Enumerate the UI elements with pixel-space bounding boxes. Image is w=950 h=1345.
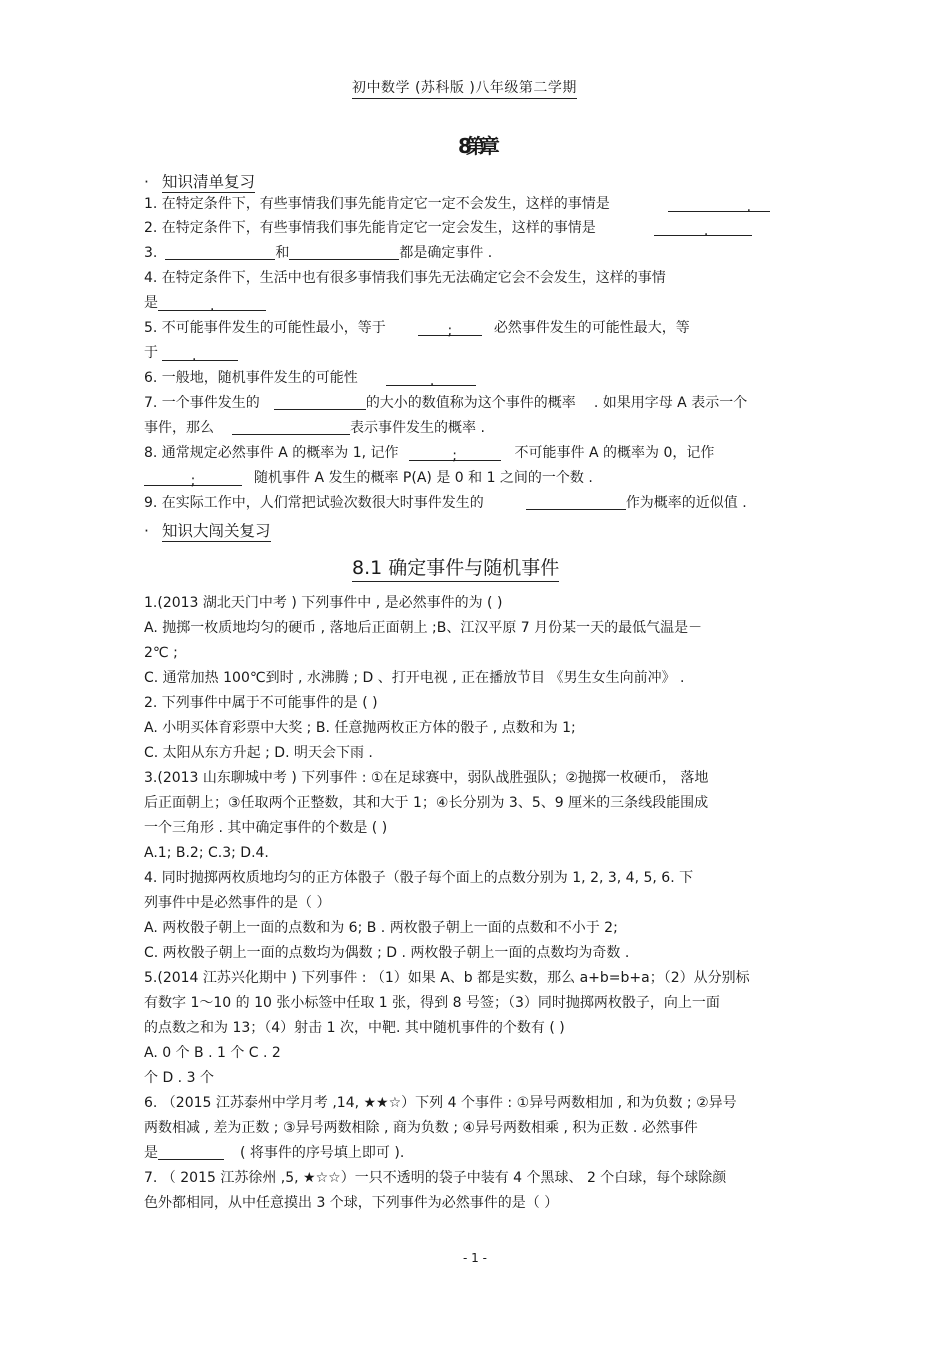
bullet: · xyxy=(144,522,149,540)
exercise-5-line3: 的点数之和为 13；（4）射击 1 次，中靶. 其中随机事件的个数有 ( ) xyxy=(144,1020,565,1036)
exercise-4-line3: A. 两枚骰子朝上一面的点数和为 6; B . 两枚骰子朝上一面的点数和不小于 2; xyxy=(144,920,618,936)
answer-blank xyxy=(158,1144,224,1160)
knowledge-item-6: 6. 一般地，随机事件发生的可能性 . xyxy=(144,367,476,389)
knowledge-item-9: 9. 在实际工作中，人们常把试验次数很大时事件发生的 作为概率的近似值 . xyxy=(144,495,747,511)
page-number: - 1 - xyxy=(463,1251,487,1265)
answer-blank xyxy=(232,419,350,435)
bullet: · xyxy=(144,173,149,191)
page-header: 初中数学 (苏科版 )八年级第二学期 xyxy=(352,77,577,99)
exercise-5-line2: 有数字 1～10 的 10 张小标签中任取 1 张，得到 8 号签；（3）同时抛掷两枚骰子，向上一面 xyxy=(144,995,720,1011)
knowledge-item-4-line1: 4. 在特定条件下，生活中也有很多事情我们事先无法确定它会不会发生，这样的事情 xyxy=(144,270,666,286)
answer-blank: ; xyxy=(409,445,501,461)
answer-blank xyxy=(289,244,399,260)
exercise-6-line1: 6. （2015 江苏泰州中学月考 ,14, ★★☆）下列 4 个事件 : ①异号两数相加 , 和为负数 ; ②异号 xyxy=(144,1095,737,1111)
knowledge-item-4-line2: 是 . xyxy=(144,292,266,314)
section-heading-text: 知识清单复习 xyxy=(162,173,256,191)
answer-blank: . xyxy=(158,295,266,311)
exercise-7-line2: 色外都相同，从中任意摸出 3 个球，下列事件为必然事件的是（ ） xyxy=(144,1195,559,1211)
knowledge-item-3: 3. 和 都是确定事件 . xyxy=(144,245,493,261)
exercise-1-line4: C. 通常加热 100℃到时 , 水沸腾 ; D 、打开电视 , 正在播放节目 《男生女生向前冲》 . xyxy=(144,670,685,686)
exercise-7-line1: 7. （ 2015 江苏徐州 ,5, ★☆☆）一只不透明的袋子中装有 4 个黑球、 2 个白球，每个球除颜 xyxy=(144,1170,727,1186)
answer-blank xyxy=(526,494,626,510)
knowledge-item-8-line1: 8. 通常规定必然事件 A 的概率为 1, 记作 ; 不可能事件 A 的概率为 0，记作 xyxy=(144,445,715,464)
knowledge-item-8-line2: ; 随机事件 A 发生的概率 P(A) 是 0 和 1 之间的一个数 . xyxy=(144,467,593,489)
exercise-1-line3: 2℃ ; xyxy=(144,645,178,661)
exercise-4-line1: 4. 同时抛掷两枚质地均匀的正方体骰子（骰子每个面上的点数分别为 1, 2, 3, 4, 5, 6. 下 xyxy=(144,870,694,886)
chapter-title: 8第章 xyxy=(458,134,494,158)
section-heading-review xyxy=(144,519,271,541)
answer-blank xyxy=(274,394,366,410)
exercise-5-options-1: A. 0 个 B . 1 个 C . 2 xyxy=(144,1045,281,1061)
exercise-3-line2: 后正面朝上；③任取两个正整数，其和大于 1；④长分别为 3、5、9 厘米的三条线段能围成 xyxy=(144,795,709,811)
exercise-2-line1: 2. 下列事件中属于不可能事件的是 ( ) xyxy=(144,695,378,711)
knowledge-item-5-line2: 于 . xyxy=(144,342,238,364)
exercise-2-line2: A. 小明买体育彩票中大奖 ; B. 任意抛两枚正方体的骰子 , 点数和为 1; xyxy=(144,720,576,736)
knowledge-item-7-line1: 7. 一个事件发生的 的大小的数值称为这个事件的概率 . 如果用字母 A 表示一个 xyxy=(144,395,748,411)
exercise-4-line2: 列事件中是必然事件的是（ ） xyxy=(144,895,331,911)
knowledge-item-2: 2. 在特定条件下，有些事情我们事先能肯定它一定会发生，这样的事情是 . xyxy=(144,217,752,239)
exercise-3-options: A.1; B.2; C.3; D.4. xyxy=(144,845,269,861)
knowledge-item-1: 1. 在特定条件下，有些事情我们事先能肯定它一定不会发生，这样的事情是 . xyxy=(144,193,770,215)
exercise-5-options-2: 个 D . 3 个 xyxy=(144,1070,214,1086)
exercise-6-line2: 两数相减 , 差为正数 ; ③异号两数相除 , 商为负数 ; ④异号两数相乘 , 积为正数 . 必然事件 xyxy=(144,1120,698,1136)
answer-blank: . xyxy=(668,196,770,212)
exercise-5-line1: 5.(2014 江苏兴化期中 ) 下列事件 : （1）如果 A、b 都是实数，那么 a+b=b+a；（2）从分别标 xyxy=(144,970,750,986)
answer-blank: . xyxy=(654,220,752,236)
exercise-2-line3: C. 太阳从东方升起 ; D. 明天会下雨 . xyxy=(144,745,373,761)
lesson-subtitle: 8.1 确定事件与随机事件 xyxy=(352,553,559,582)
answer-blank: ; xyxy=(418,320,482,336)
answer-blank: . xyxy=(162,345,238,361)
knowledge-item-7-line2: 事件，那么 表示事件发生的概率 . xyxy=(144,420,485,436)
answer-blank xyxy=(165,244,275,260)
exercise-3-line1: 3.(2013 山东聊城中考 ) 下列事件 : ①在足球赛中，弱队战胜强队；②抛掷一枚硬币， 落地 xyxy=(144,770,709,786)
section-heading-knowledge-list xyxy=(144,170,255,192)
exercise-4-line4: C. 两枚骰子朝上一面的点数均为偶数 ; D . 两枚骰子朝上一面的点数均为奇数 . xyxy=(144,945,630,961)
exercise-1-line1: 1.(2013 湖北天门中考 ) 下列事件中 , 是必然事件的为 ( ) xyxy=(144,595,503,611)
knowledge-item-5-line1: 5. 不可能事件发生的可能性最小，等于 ; 必然事件发生的可能性最大，等 xyxy=(144,320,690,339)
answer-blank: . xyxy=(386,370,476,386)
exercise-1-line2: A. 抛掷一枚质地均匀的硬币 , 落地后正面朝上 ;B、江汉平原 7 月份某一天的最低气温是－ xyxy=(144,620,703,636)
exercise-6-line3: 是 ( 将事件的序号填上即可 ). xyxy=(144,1145,405,1161)
exercise-3-line3: 一个三角形 . 其中确定事件的个数是 ( ) xyxy=(144,820,388,836)
answer-blank: ; xyxy=(144,470,242,486)
section-heading-text: 知识大闯关复习 xyxy=(162,522,271,540)
